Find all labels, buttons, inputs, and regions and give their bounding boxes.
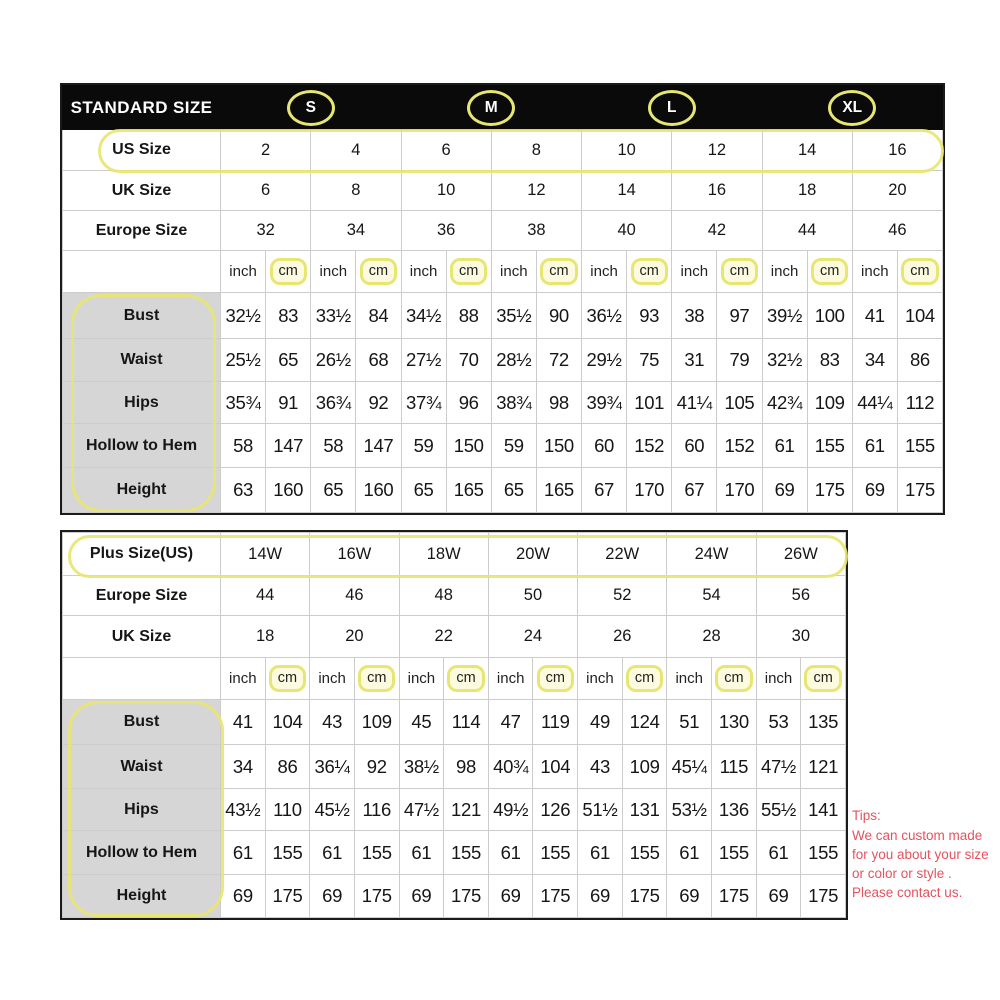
- measurement-value: 104: [897, 293, 942, 339]
- measurement-value: 109: [807, 382, 852, 424]
- measurement-value: 72: [536, 339, 581, 382]
- measurement-value: 115: [712, 745, 757, 789]
- measurement-value: 67: [582, 468, 627, 513]
- measurement-value: 119: [533, 700, 578, 745]
- measurement-row-label: Hollow to Hem: [63, 424, 221, 468]
- size-value: 34: [311, 211, 401, 251]
- size-row-label: Plus Size(US): [63, 533, 221, 576]
- measurement-value: 65: [266, 339, 311, 382]
- size-value: 16: [672, 171, 762, 211]
- measurement-value: 69: [221, 875, 266, 918]
- measurement-value: 47½: [756, 745, 801, 789]
- measurement-value: 150: [536, 424, 581, 468]
- size-value: 24W: [667, 533, 756, 576]
- measurement-value: 175: [807, 468, 852, 513]
- unit-row-label: [63, 251, 221, 293]
- measurement-value: 88: [446, 293, 491, 339]
- size-value: 36: [401, 211, 491, 251]
- measurement-value: 79: [717, 339, 762, 382]
- measurement-value: 126: [533, 789, 578, 831]
- measurement-value: 32½: [762, 339, 807, 382]
- unit-cm-cell: [807, 251, 852, 293]
- size-row-label: Europe Size: [63, 576, 221, 616]
- unit-inch-label: inch: [762, 251, 807, 293]
- measurement-value: 152: [627, 424, 672, 468]
- measurement-value: 175: [533, 875, 578, 918]
- unit-cm-label: cm: [631, 258, 668, 285]
- measurement-value: 121: [801, 745, 846, 789]
- unit-cm-label: cm: [721, 258, 758, 285]
- size-value: 14: [762, 130, 852, 171]
- measurement-value: 36¾: [311, 382, 356, 424]
- measurement-value: 155: [712, 831, 757, 875]
- unit-inch-label: inch: [399, 658, 444, 700]
- unit-cm-label: cm: [447, 665, 484, 692]
- measurement-value: 31: [672, 339, 717, 382]
- measurement-value: 61: [852, 424, 897, 468]
- unit-cm-label: cm: [715, 665, 752, 692]
- measurement-value: 45¼: [667, 745, 712, 789]
- measurement-value: 55½: [756, 789, 801, 831]
- size-value: 10: [401, 171, 491, 211]
- size-value: 30: [756, 616, 845, 658]
- measurement-value: 51: [667, 700, 712, 745]
- measurement-value: 67: [672, 468, 717, 513]
- tips-title: Tips:: [852, 808, 881, 823]
- measurement-value: 75: [627, 339, 672, 382]
- measurement-value: 47: [488, 700, 533, 745]
- size-value: 22W: [578, 533, 667, 576]
- measurement-value: 175: [265, 875, 310, 918]
- measurement-value: 69: [852, 468, 897, 513]
- unit-inch-label: inch: [578, 658, 623, 700]
- measurement-value: 170: [627, 468, 672, 513]
- measurement-value: 105: [717, 382, 762, 424]
- measurement-value: 35½: [491, 293, 536, 339]
- measurement-value: 60: [582, 424, 627, 468]
- size-value: 14: [582, 171, 672, 211]
- size-value: 6: [401, 130, 491, 171]
- measurement-value: 49: [578, 700, 623, 745]
- measurement-value: 25½: [221, 339, 266, 382]
- measurement-value: 92: [356, 382, 401, 424]
- measurement-value: 45½: [310, 789, 355, 831]
- measurement-value: 59: [401, 424, 446, 468]
- measurement-value: 40¾: [488, 745, 533, 789]
- measurement-value: 61: [578, 831, 623, 875]
- size-value: 10: [582, 130, 672, 171]
- measurement-value: 63: [221, 468, 266, 513]
- measurement-value: 53½: [667, 789, 712, 831]
- size-value: 52: [578, 576, 667, 616]
- tips-line: Please contact us.: [852, 885, 963, 900]
- size-value: 14W: [221, 533, 310, 576]
- size-group-cell: [221, 86, 402, 130]
- measurement-value: 69: [399, 875, 444, 918]
- size-value: 18W: [399, 533, 488, 576]
- measurement-row-label: Bust: [63, 293, 221, 339]
- measurement-value: 38: [672, 293, 717, 339]
- unit-cm-cell: [622, 658, 667, 700]
- measurement-value: 114: [444, 700, 489, 745]
- measurement-value: 58: [311, 424, 356, 468]
- size-group-cell: [582, 86, 763, 130]
- measurement-value: 98: [536, 382, 581, 424]
- measurement-value: 61: [221, 831, 266, 875]
- measurement-value: 69: [310, 875, 355, 918]
- unit-inch-label: inch: [221, 251, 266, 293]
- measurement-value: 68: [356, 339, 401, 382]
- measurement-value: 38¾: [491, 382, 536, 424]
- size-value: 12: [672, 130, 762, 171]
- unit-cm-label: cm: [269, 665, 306, 692]
- measurement-value: 38½: [399, 745, 444, 789]
- measurement-value: 141: [801, 789, 846, 831]
- size-value: 28: [667, 616, 756, 658]
- unit-inch-label: inch: [401, 251, 446, 293]
- size-value: 32: [221, 211, 311, 251]
- measurement-value: 131: [622, 789, 667, 831]
- measurement-value: 124: [622, 700, 667, 745]
- measurement-value: 61: [667, 831, 712, 875]
- measurement-value: 32½: [221, 293, 266, 339]
- measurement-value: 43½: [221, 789, 266, 831]
- measurement-value: 60: [672, 424, 717, 468]
- tips-line: We can custom made: [852, 828, 983, 843]
- measurement-value: 44¼: [852, 382, 897, 424]
- size-value: 50: [488, 576, 577, 616]
- measurement-value: 175: [354, 875, 399, 918]
- size-row-label: US Size: [63, 130, 221, 171]
- measurement-value: 93: [627, 293, 672, 339]
- measurement-value: 110: [265, 789, 310, 831]
- measurement-value: 36½: [582, 293, 627, 339]
- measurement-value: 116: [354, 789, 399, 831]
- measurement-value: 69: [578, 875, 623, 918]
- unit-inch-label: inch: [488, 658, 533, 700]
- unit-cm-cell: [533, 658, 578, 700]
- measurement-value: 65: [401, 468, 446, 513]
- measurement-value: 43: [310, 700, 355, 745]
- measurement-value: 61: [399, 831, 444, 875]
- measurement-value: 101: [627, 382, 672, 424]
- measurement-row-label: Bust: [63, 700, 221, 745]
- unit-inch-label: inch: [311, 251, 356, 293]
- size-value: 18: [762, 171, 852, 211]
- size-value: 4: [311, 130, 401, 171]
- size-value: 8: [491, 130, 581, 171]
- measurement-value: 109: [622, 745, 667, 789]
- measurement-value: 34: [221, 745, 266, 789]
- size-value: 16W: [310, 533, 399, 576]
- size-group-cell: [401, 86, 582, 130]
- tips-line: or color or style .: [852, 866, 952, 881]
- measurement-value: 86: [897, 339, 942, 382]
- measurement-value: 104: [265, 700, 310, 745]
- size-row-label: Europe Size: [63, 211, 221, 251]
- measurement-value: 150: [446, 424, 491, 468]
- measurement-row-label: Height: [63, 875, 221, 918]
- measurement-value: 43: [578, 745, 623, 789]
- size-value: 54: [667, 576, 756, 616]
- unit-cm-label: cm: [450, 258, 487, 285]
- measurement-value: 33½: [311, 293, 356, 339]
- unit-cm-cell: [446, 251, 491, 293]
- measurement-value: 160: [266, 468, 311, 513]
- measurement-value: 155: [897, 424, 942, 468]
- measurement-value: 42¾: [762, 382, 807, 424]
- measurement-value: 34: [852, 339, 897, 382]
- unit-cm-cell: [265, 658, 310, 700]
- measurement-value: 160: [356, 468, 401, 513]
- size-value: 46: [852, 211, 942, 251]
- size-value: 24: [488, 616, 577, 658]
- measurement-value: 97: [717, 293, 762, 339]
- size-group-badge: S: [287, 90, 335, 126]
- measurement-value: 175: [801, 875, 846, 918]
- size-value: 56: [756, 576, 845, 616]
- size-value: 44: [221, 576, 310, 616]
- plus-size-table-body: [62, 532, 846, 918]
- measurement-value: 175: [622, 875, 667, 918]
- unit-cm-cell: [897, 251, 942, 293]
- unit-cm-cell: [801, 658, 846, 700]
- measurement-value: 155: [533, 831, 578, 875]
- unit-inch-label: inch: [491, 251, 536, 293]
- size-value: 8: [311, 171, 401, 211]
- measurement-row-label: Hollow to Hem: [63, 831, 221, 875]
- size-value: 26W: [756, 533, 845, 576]
- measurement-row-label: Waist: [63, 745, 221, 789]
- measurement-value: 34½: [401, 293, 446, 339]
- size-value: 26: [578, 616, 667, 658]
- measurement-value: 155: [265, 831, 310, 875]
- measurement-value: 86: [265, 745, 310, 789]
- unit-cm-cell: [444, 658, 489, 700]
- size-value: 2: [221, 130, 311, 171]
- measurement-value: 36¼: [310, 745, 355, 789]
- unit-cm-label: cm: [540, 258, 577, 285]
- size-group-badge: XL: [828, 90, 876, 126]
- measurement-value: 84: [356, 293, 401, 339]
- unit-cm-label: cm: [811, 258, 848, 285]
- measurement-value: 91: [266, 382, 311, 424]
- unit-row-label: [63, 658, 221, 700]
- measurement-value: 175: [897, 468, 942, 513]
- standard-size-table-body: [62, 85, 943, 513]
- unit-cm-cell: [536, 251, 581, 293]
- size-value: 12: [491, 171, 581, 211]
- tips-lines: [852, 826, 1000, 902]
- unit-inch-label: inch: [667, 658, 712, 700]
- size-value: 20: [310, 616, 399, 658]
- size-value: 42: [672, 211, 762, 251]
- unit-cm-cell: [356, 251, 401, 293]
- measurement-value: 96: [446, 382, 491, 424]
- measurement-value: 155: [622, 831, 667, 875]
- measurement-value: 41: [852, 293, 897, 339]
- size-value: 20: [852, 171, 942, 211]
- measurement-value: 136: [712, 789, 757, 831]
- standard-size-table: [60, 83, 945, 515]
- measurement-value: 27½: [401, 339, 446, 382]
- size-row-label: UK Size: [63, 171, 221, 211]
- measurement-value: 49½: [488, 789, 533, 831]
- measurement-value: 98: [444, 745, 489, 789]
- measurement-row-label: Hips: [63, 789, 221, 831]
- measurement-value: 155: [354, 831, 399, 875]
- measurement-value: 147: [266, 424, 311, 468]
- size-group-badge: M: [467, 90, 515, 126]
- unit-cm-label: cm: [626, 665, 663, 692]
- unit-cm-label: cm: [270, 258, 307, 285]
- unit-inch-label: inch: [756, 658, 801, 700]
- measurement-value: 65: [311, 468, 356, 513]
- size-value: 48: [399, 576, 488, 616]
- measurement-value: 92: [354, 745, 399, 789]
- size-group-cell: [762, 86, 943, 130]
- size-value: 16: [852, 130, 942, 171]
- size-value: 40: [582, 211, 672, 251]
- measurement-value: 65: [491, 468, 536, 513]
- measurement-value: 155: [801, 831, 846, 875]
- measurement-value: 61: [310, 831, 355, 875]
- size-value: 6: [221, 171, 311, 211]
- table-title: STANDARD SIZE: [63, 86, 221, 130]
- measurement-value: 112: [897, 382, 942, 424]
- measurement-value: 45: [399, 700, 444, 745]
- measurement-value: 53: [756, 700, 801, 745]
- unit-cm-label: cm: [804, 665, 841, 692]
- measurement-value: 47½: [399, 789, 444, 831]
- measurement-value: 147: [356, 424, 401, 468]
- unit-cm-label: cm: [358, 665, 395, 692]
- unit-cm-label: cm: [537, 665, 574, 692]
- unit-inch-label: inch: [221, 658, 266, 700]
- measurement-value: 121: [444, 789, 489, 831]
- plus-size-table-grid: [62, 532, 846, 918]
- measurement-value: 152: [717, 424, 762, 468]
- measurement-value: 109: [354, 700, 399, 745]
- unit-cm-label: cm: [901, 258, 938, 285]
- unit-cm-cell: [712, 658, 757, 700]
- size-value: 44: [762, 211, 852, 251]
- measurement-value: 70: [446, 339, 491, 382]
- unit-cm-cell: [354, 658, 399, 700]
- measurement-value: 165: [536, 468, 581, 513]
- measurement-value: 59: [491, 424, 536, 468]
- measurement-value: 155: [807, 424, 852, 468]
- unit-cm-label: cm: [360, 258, 397, 285]
- measurement-value: 58: [221, 424, 266, 468]
- measurement-value: 51½: [578, 789, 623, 831]
- tips-line: for you about your size: [852, 847, 989, 862]
- measurement-value: 61: [756, 831, 801, 875]
- measurement-value: 104: [533, 745, 578, 789]
- custom-made-tips-note: [852, 806, 1000, 902]
- measurement-value: 61: [762, 424, 807, 468]
- measurement-value: 28½: [491, 339, 536, 382]
- measurement-value: 61: [488, 831, 533, 875]
- measurement-value: 135: [801, 700, 846, 745]
- unit-cm-cell: [627, 251, 672, 293]
- size-group-badge: L: [648, 90, 696, 126]
- measurement-value: 69: [756, 875, 801, 918]
- size-value: 18: [221, 616, 310, 658]
- measurement-value: 175: [712, 875, 757, 918]
- measurement-value: 90: [536, 293, 581, 339]
- unit-cm-cell: [266, 251, 311, 293]
- size-value: 38: [491, 211, 581, 251]
- measurement-value: 26½: [311, 339, 356, 382]
- measurement-value: 83: [807, 339, 852, 382]
- measurement-value: 130: [712, 700, 757, 745]
- measurement-value: 39¾: [582, 382, 627, 424]
- standard-size-table-grid: [62, 85, 943, 513]
- measurement-value: 165: [446, 468, 491, 513]
- measurement-value: 35¾: [221, 382, 266, 424]
- measurement-value: 39½: [762, 293, 807, 339]
- unit-inch-label: inch: [582, 251, 627, 293]
- measurement-row-label: Waist: [63, 339, 221, 382]
- unit-cm-cell: [717, 251, 762, 293]
- measurement-value: 69: [762, 468, 807, 513]
- size-value: 20W: [488, 533, 577, 576]
- size-value: 22: [399, 616, 488, 658]
- measurement-value: 175: [444, 875, 489, 918]
- measurement-value: 69: [488, 875, 533, 918]
- measurement-value: 69: [667, 875, 712, 918]
- measurement-value: 170: [717, 468, 762, 513]
- unit-inch-label: inch: [310, 658, 355, 700]
- measurement-value: 41: [221, 700, 266, 745]
- unit-inch-label: inch: [672, 251, 717, 293]
- plus-size-table: [60, 530, 848, 920]
- measurement-value: 83: [266, 293, 311, 339]
- measurement-row-label: Hips: [63, 382, 221, 424]
- measurement-value: 100: [807, 293, 852, 339]
- unit-inch-label: inch: [852, 251, 897, 293]
- measurement-value: 29½: [582, 339, 627, 382]
- measurement-row-label: Height: [63, 468, 221, 513]
- size-row-label: UK Size: [63, 616, 221, 658]
- measurement-value: 37¾: [401, 382, 446, 424]
- measurement-value: 41¼: [672, 382, 717, 424]
- size-value: 46: [310, 576, 399, 616]
- measurement-value: 155: [444, 831, 489, 875]
